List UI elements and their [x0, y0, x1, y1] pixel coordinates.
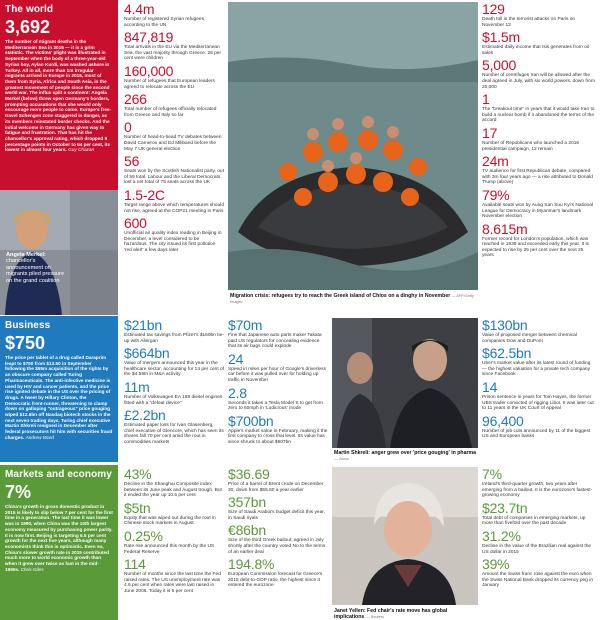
stat-value: 31.2%	[482, 527, 521, 544]
stat-desc: Uber's market value after its latest round of funding — the highest valuation for a private tech company since Facebook	[482, 361, 591, 378]
stat	[124, 64, 224, 90]
stat-desc: Fine that Japanese auto parts maker Takata paid US regulators for concealing evidence that its air bags could explode	[228, 333, 322, 350]
stat-value: $5tn	[124, 499, 151, 516]
intro-author: Andrew Ward	[25, 434, 54, 440]
stat-desc: Number of refugees that European leaders agreed to relocate across the EU	[124, 78, 215, 90]
stat-value: $700bn	[228, 412, 274, 429]
yellen-photo	[332, 467, 478, 605]
stat-desc: Total arrivals in the EU via the Mediterranean Sea, the vast majority through Greece. 28 per cent were children	[124, 45, 222, 62]
stat-desc: Number of Republicans who launched a 2016 presidential campaign, 12 remain	[482, 140, 580, 152]
stat-desc: Ireland's third-quarter growth, two years after emerging from a bailout. It is the eurozone's fastest-growing economy	[482, 482, 593, 499]
yellen-caption	[334, 608, 478, 620]
stat	[482, 380, 596, 412]
stat-value: $21bn	[124, 318, 162, 333]
stat-value: 160,000	[124, 62, 174, 79]
stat	[124, 501, 224, 527]
stat-desc: Available seats won by Aung San Suu Kyi's National League for Democracy in Myanmar's landmark November election	[482, 202, 593, 220]
stat	[124, 2, 224, 28]
business-section	[0, 316, 600, 462]
stat-value: 43%	[124, 467, 152, 482]
stat-value: $130bn	[482, 318, 528, 333]
stat-value: 8.615m	[482, 220, 528, 237]
stat-desc: Number of registered Syrian refugees, according to the UN	[124, 17, 206, 28]
stat-desc: Number of centrifuges Iran will be allowed after the deal agreed in July, with six world powers, down from 20,000	[482, 73, 595, 90]
stat	[124, 318, 224, 344]
stat-value: 129	[482, 2, 505, 17]
migration-photo	[228, 2, 478, 290]
stat-desc: Total number of refugees officially relocated from Greece and Italy so far	[124, 107, 217, 118]
stat-value: 0	[124, 119, 132, 136]
markets-stats-col2	[228, 467, 328, 620]
stat-value: 600	[124, 215, 147, 232]
stat-desc: Total debt of companies in emerging markets, up more than fivefold over the past decade	[482, 515, 586, 527]
stat-desc: Number of head-to-head TV debates between David Cameron and Ed Miliband before the May 7 UK general election	[124, 135, 222, 152]
intro-author: Guy Chazan	[68, 147, 95, 153]
stat-desc: Unofficial air quality index reading in Beijing in December, a level considered to be hazardous. The city issued its first pollution 'red alert' a few days later	[124, 231, 222, 253]
caption-bold: Janet Yellen: Fed chair's rate move has global implications	[334, 608, 448, 620]
stat-desc: Estimated paper loss for Ivan Glasenberg, chief executive of Glencore, which has seen its shares fall 70 per cent amid the rout in commodities markets	[124, 423, 224, 445]
stat-value: 14	[482, 378, 498, 395]
stat-desc: Target range above which temperatures should not rise, agreed at the COP21 meeting in Paris	[124, 202, 224, 214]
stat-desc: Number of Volkswagen EA 189 diesel engines fitted with a "defeat device"	[124, 394, 223, 406]
stat-value: $23.7tn	[482, 499, 528, 516]
stat-desc: Number of months since the last time the Fed raised rates. The US unemployment rate was 4.6 per cent when rates were last raised in June 2006. Today it is 5 per cent	[124, 572, 221, 594]
stat	[482, 414, 596, 440]
stat	[482, 346, 596, 378]
stat-desc: Rate rise announced this month by the US Federal Reserve	[124, 543, 215, 555]
stat	[482, 467, 596, 499]
stat	[124, 529, 224, 555]
stat-desc: Seats won by the Scottish Nationalist party, out of 59 total. Labour and the Liberal Democrats lost a net total of 75 seats across the UK	[124, 169, 224, 186]
headline-number: $750	[5, 333, 46, 353]
stat-value: 24m	[482, 153, 509, 170]
headline-number: 7%	[5, 482, 32, 502]
stat-value: 17	[482, 124, 498, 141]
stat-desc: Decline in the value of the Brazilian real against the US dollar in 2015	[482, 543, 592, 555]
stat-value: 266	[124, 91, 147, 108]
migration-caption	[230, 293, 476, 305]
stat-desc: The "breakout time" in years that it would take Iran to build a nuclear bomb if it abandoned the terms of the accord	[482, 107, 595, 124]
stat-desc: Death toll in the terrorist attacks on Paris on November 13	[482, 17, 576, 28]
caption-bold: Angela Merkel:	[6, 252, 46, 258]
stat	[124, 380, 224, 406]
markets-section	[0, 465, 600, 620]
stat	[228, 523, 328, 555]
stat-desc: Decline in the Shanghai Composite index between its June peak and August trough. But it ended the year up 10.5 per cent	[124, 482, 222, 499]
stat-desc: Size of the third Greek bailout, agreed in July shortly after the country voted No to the terms of an earlier deal	[228, 538, 326, 555]
intro-text	[5, 504, 113, 572]
photo-credit: — AFP/Getty Images	[230, 294, 474, 305]
merkel-caption	[6, 252, 66, 284]
stat	[228, 386, 328, 412]
stat-desc: Value of mergers announced this year in the healthcare sector, accounting for 14 per cent of the $4.59tn in M&A activity	[124, 361, 224, 378]
stat-desc: Prison sentence in years for Tom Hayes, the former UBS trader convicted of rigging Libor. It was later cut to 11 years in the UK Court of Appeal	[482, 394, 594, 412]
stat-desc: Value of proposed merger between chemical companies Dow and DuPont	[482, 333, 577, 344]
stat	[228, 557, 328, 589]
stat	[124, 120, 224, 152]
intro-text	[5, 39, 113, 153]
stat	[228, 318, 328, 350]
stat	[482, 92, 596, 124]
markets-stats-col3	[482, 467, 596, 620]
stat	[482, 30, 596, 56]
stat	[482, 557, 596, 589]
stat	[124, 467, 224, 499]
stat	[482, 222, 596, 259]
stat	[124, 557, 224, 594]
business-stats-col2	[228, 318, 328, 462]
stat	[228, 495, 328, 521]
stat-desc: European Commission forecast for Greece's 2015 debt-to-GDP ratio, the highest since it entered the eurozone	[228, 572, 323, 589]
stat-value: 0.25%	[124, 527, 163, 544]
world-stats-col1	[124, 2, 224, 315]
stat	[124, 346, 224, 378]
stat	[124, 188, 224, 214]
stat-desc: TV audience for first Republican debate, compared with 3m four years ago — a rise attributed to Donald Trump (above)	[482, 169, 593, 186]
stat-desc: Equity that was wiped out during the rout in Chinese stock markets in August	[124, 515, 216, 527]
stat-desc: Estimated daily income that Isis generates from oil sales	[482, 45, 589, 56]
stat-desc: Seconds it takes a Tesla Model S to get from zero to 60mph in 'Ludicrous' mode	[228, 400, 323, 412]
stat-desc: Estimated tax savings from Pfizer's $160bn tie-up with Allergan	[124, 333, 224, 344]
stat	[228, 414, 328, 446]
stat-value: 194.8%	[228, 556, 275, 573]
stat	[482, 126, 596, 152]
stat	[482, 318, 596, 344]
stat-value: 114	[124, 556, 146, 573]
shkreli-caption	[334, 450, 478, 462]
intro-text	[5, 355, 113, 441]
headline-number: 3,692	[5, 17, 51, 37]
stat-value: 1.5-2C	[124, 186, 165, 203]
stat	[124, 154, 224, 186]
stat-desc: Size of Saudi Arabia's budget deficit this year, in Saudi riyals	[228, 510, 325, 521]
markets-stats-col1	[124, 467, 224, 620]
intro-body: The price per tablet of a drug called Daraprim leapt to $750 from $13.50 in September following the $55m acquisition of the rights by an obscure company called Turing Pharmaceuticals. The anti-infective medicine is used by HIV and cancer patients, and the price rise ignited debate in the US over the pricing of drugs. A tweet by Hillary Clinton, the Democratic front-runner, threatening to clamp down on galloping "outrageous" price gouging wiped $12.6bn off Nasdaq biotech stocks in the next seven trading days. Turing chief executive Martin Shkreli resigned in December after federal prosecutors hit him with securities fraud charges.	[5, 355, 113, 440]
intro-body: The number of migrant deaths in the Mediterranean Sea in 2015 — it is a grim statistic. The victims' plight was illustrated in September when the body of a three-year-old Syrian boy, Aylan Kurdi, was washed ashore in Turkey. All in all, more than 1m irregular migrants arrived in Europe in 2015, most of them from Syria, Africa and South Asia, in the greatest movement of people since the second world war. The influx split a continent: Angela Merkel (below) threw open Germany's borders, prompting accusations that she would only encourage more people to come. Europe's free-travel Schengen zone staggered in danger, as its members reinstated border checks. And the initial welcome in Germany has given way to fatigue and frustration. That has hit the chancellor's approval rating, which dropped 9 percentage points in October to 54 per cent, its lowest in almost four years.	[5, 39, 112, 153]
stat	[228, 352, 328, 384]
stat-value: $36.69	[228, 467, 270, 482]
stat-value: 24	[228, 350, 244, 367]
stat-value: £2.2bn	[124, 407, 166, 424]
stat	[124, 216, 224, 253]
stat-value: 7%	[482, 467, 502, 482]
stat-value: 357bn	[228, 494, 266, 511]
stat	[482, 188, 596, 220]
stat	[124, 92, 224, 118]
stat-value: $70m	[228, 318, 263, 333]
business-stats-col1	[124, 318, 224, 462]
stat-desc: Speed in miles per hour of Google's driverless car before it was pulled over for holding up traffic in November	[228, 366, 326, 383]
stat-value: 39%	[482, 556, 510, 573]
stat	[482, 501, 596, 527]
caption-text: chancellor's announcement on migrants piled pressure on the grand coalition	[6, 258, 65, 284]
caption-bold: Martin Shkreli: anger grew over 'price gouging' in pharma	[334, 450, 476, 456]
stat-value: 5,000	[482, 57, 517, 74]
stat-value: 2.8	[228, 384, 247, 401]
photo-credit: — Zuma	[334, 457, 349, 462]
stat-desc: Former record for London's population, which was reached in 1939 and exceeded early this year. It is expected to rise by 25 per cent over the next 25 years	[482, 236, 589, 259]
stat	[124, 30, 224, 62]
stat-desc: Number of job cuts announced by 11 of the biggest US and European banks	[482, 428, 591, 440]
stat	[228, 467, 328, 493]
section-title: Markets and economy	[5, 469, 112, 480]
business-stats-col3	[482, 318, 596, 462]
stat-desc: Price of a barrel of Brent crude on December 30, down from $55.60 a year earlier	[228, 482, 324, 493]
shkreli-photo	[332, 318, 478, 448]
stat	[482, 58, 596, 90]
stat-value: $664bn	[124, 345, 170, 362]
intro-body: China's growth in gross domestic product in 2015 is likely to slip below 7 per cent for the first time in a generation. The last time it was lower was in 1990, when China was the 10th largest economy measured by purchasing power parity. It is now first. Beijing is targeting 6.5 per cent growth for the next five years, although many economists think this is optimistic. Even so, China's slower growth rate in 2015 contributed much more to world economic growth than when it grew over twice as fast in the mid-1990s.	[5, 504, 113, 572]
markets-sidebar	[0, 465, 118, 620]
caption-bold: Migration crisis: refugees try to reach the Greek island of Chios on a dinghy in November	[230, 293, 451, 299]
stat-value: 11m	[124, 378, 150, 395]
stat-value: 4.4m	[124, 2, 155, 17]
business-sidebar	[0, 316, 118, 462]
stat-value: $1.5m	[482, 29, 520, 46]
stat-desc: Amount the Swiss franc rose against the euro when the Swiss National Bank dropped its currency peg in January	[482, 572, 593, 589]
stat-value: 79%	[482, 186, 510, 203]
world-stats-col3	[482, 2, 596, 315]
stat-value: $62.5bn	[482, 345, 532, 362]
stat	[482, 529, 596, 555]
photo-credit: — Reuters	[365, 615, 384, 620]
section-title: The world	[5, 4, 54, 15]
stat	[482, 154, 596, 186]
stat-value: 847,819	[124, 29, 174, 46]
stat	[124, 408, 224, 445]
section-title: Business	[5, 320, 51, 331]
stat-desc: Apple's market value in February, making it the first company to cross that level. Its value has since shrunk to about $607bn	[228, 428, 328, 445]
intro-author: Chris Giles	[20, 566, 44, 572]
stat-value: €86bn	[228, 522, 266, 539]
stat-value: 56	[124, 153, 140, 170]
stat-value: 1	[482, 91, 490, 108]
stat-value: 96,400	[482, 412, 524, 429]
stat	[482, 2, 596, 28]
